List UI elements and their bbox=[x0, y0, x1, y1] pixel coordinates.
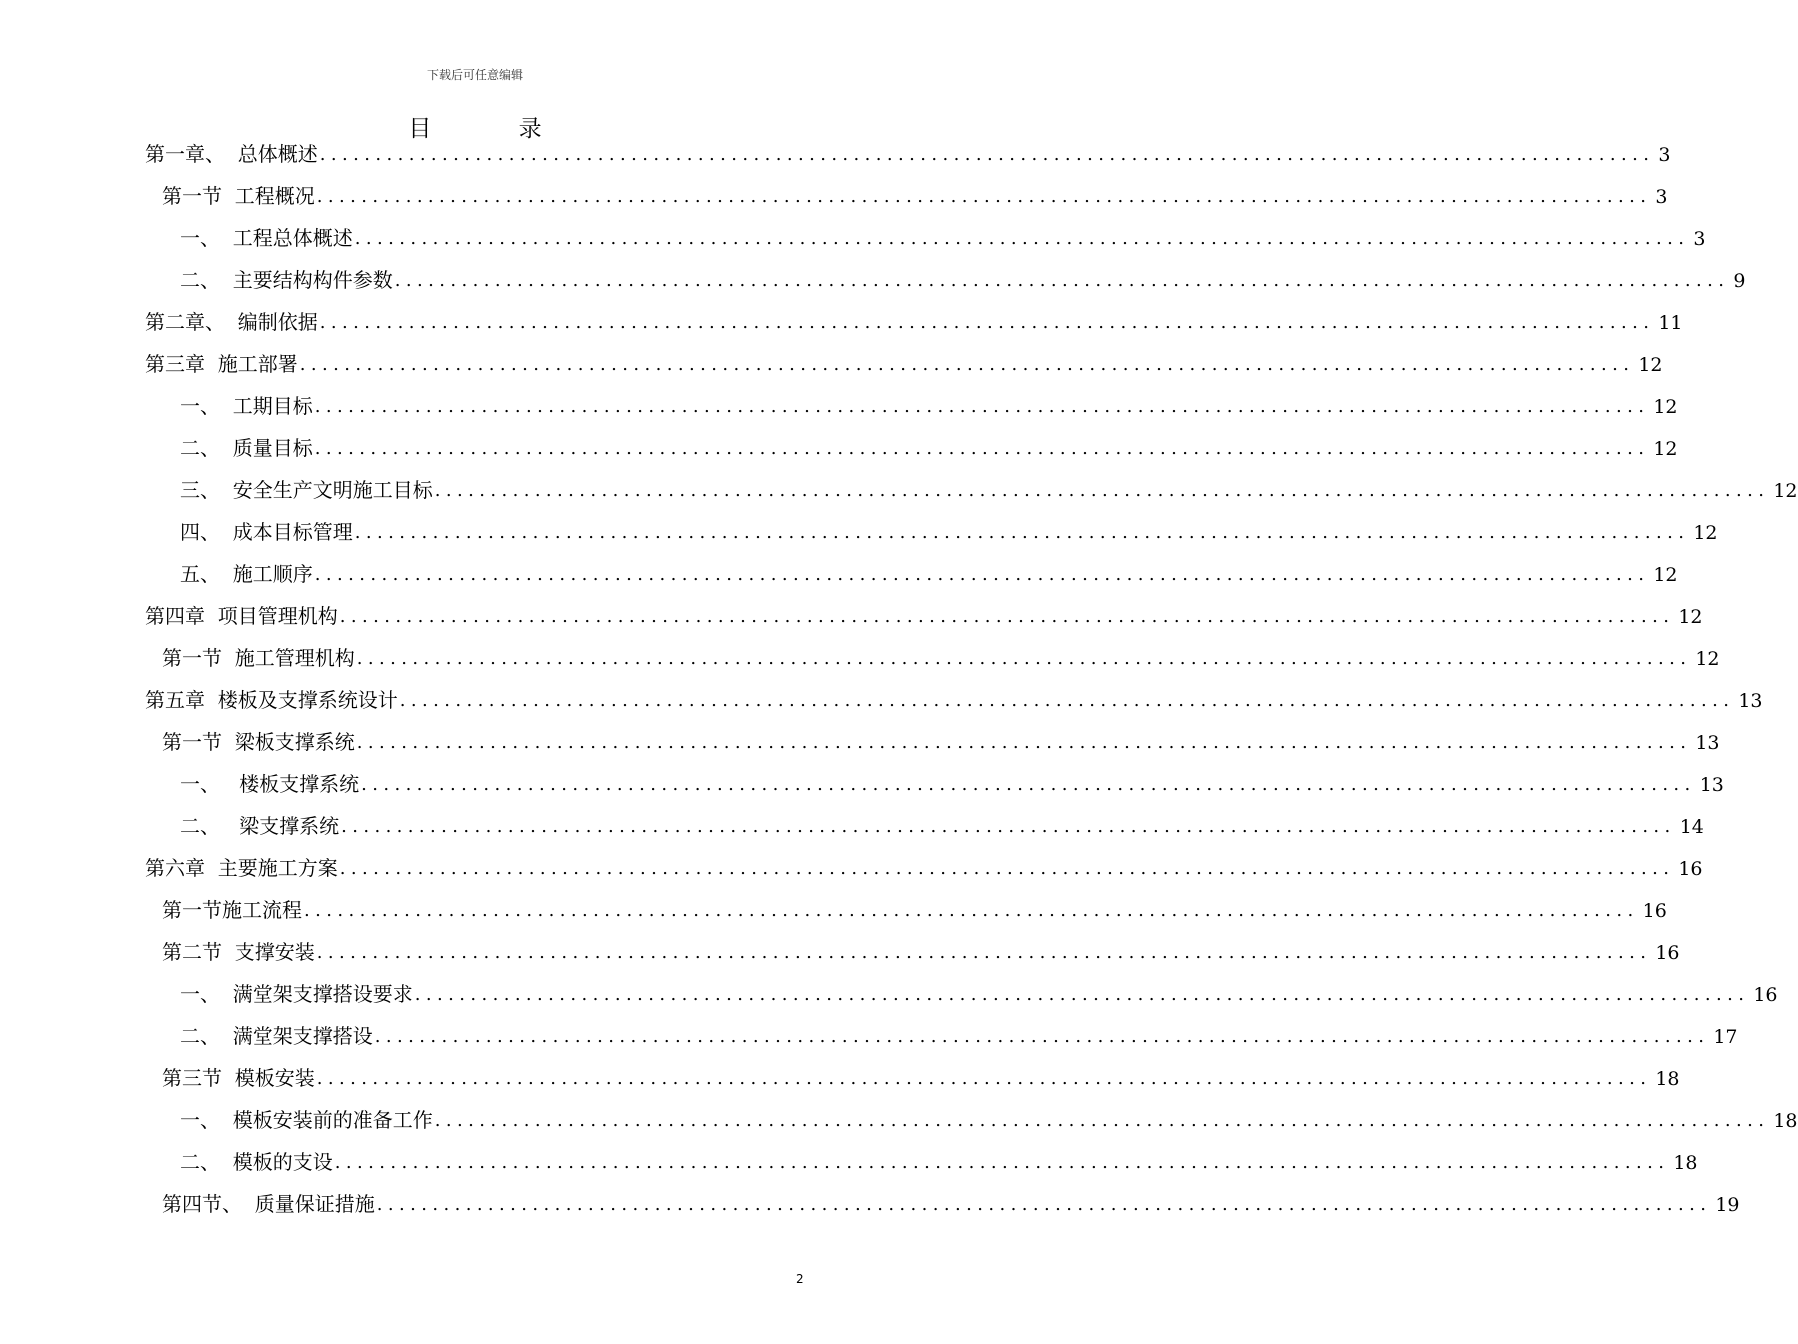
toc-entry-label: 二、 质量目标 bbox=[180, 436, 313, 460]
toc-entry-page: 16 bbox=[1655, 942, 1680, 964]
toc-dot-leader: ........................................................................................................................ bbox=[299, 354, 1635, 375]
toc-dot-leader: ........................................................................................................................ bbox=[356, 732, 1692, 753]
toc-entry-label: 第一节 梁板支撑系统 bbox=[162, 730, 355, 754]
toc-dot-leader: ........................................................................................................................ bbox=[394, 270, 1730, 291]
toc-entry[interactable] bbox=[180, 809, 1704, 839]
toc-entry-page: 17 bbox=[1713, 1026, 1738, 1048]
toc-dot-leader: ........................................................................................................................ bbox=[354, 522, 1690, 543]
toc-title: 目 录 bbox=[408, 116, 582, 142]
toc-entry-page: 3 bbox=[1658, 144, 1671, 166]
toc-entry-page: 13 bbox=[1738, 690, 1763, 712]
toc-dot-leader: ........................................................................................................................ bbox=[304, 900, 1639, 921]
toc-entry[interactable] bbox=[162, 1187, 1740, 1217]
toc-entry[interactable] bbox=[145, 347, 1663, 377]
toc-entry-page: 14 bbox=[1679, 816, 1704, 838]
toc-entry-page: 18 bbox=[1655, 1068, 1680, 1090]
toc-entry[interactable] bbox=[145, 599, 1703, 629]
toc-entry-label: 第三节 模板安装 bbox=[162, 1066, 315, 1090]
toc-entry[interactable] bbox=[180, 1103, 1798, 1133]
toc-entry-label: 三、 安全生产文明施工目标 bbox=[180, 478, 433, 502]
toc-entry-page: 12 bbox=[1653, 396, 1678, 418]
toc-dot-leader: ........................................................................................................................ bbox=[316, 186, 1652, 207]
toc-entry-label: 第一节施工流程 bbox=[162, 898, 302, 922]
toc-entry[interactable] bbox=[180, 221, 1706, 251]
page-number: 2 bbox=[796, 1272, 804, 1286]
toc-entry[interactable] bbox=[162, 935, 1680, 965]
toc-entry-page: 16 bbox=[1753, 984, 1778, 1006]
toc-entry[interactable] bbox=[180, 473, 1798, 503]
toc-entry-page: 3 bbox=[1693, 228, 1706, 250]
toc-dot-leader: ........................................................................................................................ bbox=[316, 942, 1652, 963]
toc-dot-leader: ........................................................................................................................ bbox=[339, 606, 1675, 627]
toc-entry-page: 18 bbox=[1673, 1152, 1698, 1174]
toc-dot-leader: ........................................................................................................................ bbox=[399, 690, 1735, 711]
toc-entry-label: 第二节 支撑安装 bbox=[162, 940, 315, 964]
toc-entry[interactable] bbox=[162, 179, 1668, 209]
toc-entry-label: 第四节、 质量保证措施 bbox=[162, 1192, 375, 1216]
toc-entry-label: 第二章、 编制依据 bbox=[145, 310, 318, 334]
toc-entry-page: 12 bbox=[1638, 354, 1663, 376]
toc-entry-label: 二、 模板的支设 bbox=[180, 1150, 333, 1174]
toc-dot-leader: ........................................................................................................................ bbox=[314, 438, 1650, 459]
toc-entry[interactable] bbox=[162, 1061, 1680, 1091]
toc-entry-label: 一、 工程总体概述 bbox=[180, 226, 353, 250]
toc-dot-leader: ........................................................................................................................ bbox=[356, 648, 1692, 669]
toc-entry-page: 16 bbox=[1678, 858, 1703, 880]
toc-entry-label: 第一章、 总体概述 bbox=[145, 142, 318, 166]
toc-entry-label: 二、 主要结构构件参数 bbox=[180, 268, 393, 292]
toc-entry-page: 12 bbox=[1695, 648, 1720, 670]
toc-entry-page: 12 bbox=[1653, 564, 1678, 586]
toc-entry[interactable] bbox=[145, 305, 1683, 335]
toc-entry-label: 一、 模板安装前的准备工作 bbox=[180, 1108, 433, 1132]
toc-entry-label: 四、 成本目标管理 bbox=[180, 520, 353, 544]
toc-entry[interactable] bbox=[180, 977, 1778, 1007]
toc-entry[interactable] bbox=[162, 893, 1667, 923]
toc-entry[interactable] bbox=[145, 137, 1671, 167]
toc-entry-page: 9 bbox=[1733, 270, 1746, 292]
toc-entry[interactable] bbox=[180, 1145, 1698, 1175]
toc-entry-page: 12 bbox=[1693, 522, 1718, 544]
toc-entry-label: 第一节 工程概况 bbox=[162, 184, 315, 208]
toc-entry-label: 第四章 项目管理机构 bbox=[145, 604, 338, 628]
toc-entry-page: 18 bbox=[1773, 1110, 1798, 1132]
toc-dot-leader: ........................................................................................................................ bbox=[334, 1152, 1670, 1173]
toc-entry[interactable] bbox=[180, 767, 1724, 797]
toc-entry[interactable] bbox=[145, 683, 1763, 713]
toc-entry-label: 一、 楼板支撑系统 bbox=[180, 772, 360, 796]
toc-entry[interactable] bbox=[180, 263, 1746, 293]
toc-entry-label: 五、 施工顺序 bbox=[180, 562, 313, 586]
toc-dot-leader: ........................................................................................................................ bbox=[374, 1026, 1710, 1047]
toc-dot-leader: ........................................................................................................................ bbox=[361, 774, 1696, 795]
toc-entry-page: 16 bbox=[1642, 900, 1667, 922]
toc-entry-page: 19 bbox=[1715, 1194, 1740, 1216]
toc-entry-label: 第三章 施工部署 bbox=[145, 352, 298, 376]
toc-entry-label: 二、 梁支撑系统 bbox=[180, 814, 340, 838]
toc-entry-page: 11 bbox=[1658, 312, 1683, 334]
toc-dot-leader: ........................................................................................................................ bbox=[341, 816, 1676, 837]
toc-entry-page: 13 bbox=[1699, 774, 1724, 796]
toc-dot-leader: ........................................................................................................................ bbox=[319, 144, 1655, 165]
toc-entry-page: 12 bbox=[1678, 606, 1703, 628]
toc-entry-label: 一、 工期目标 bbox=[180, 394, 313, 418]
toc-entry[interactable] bbox=[180, 389, 1678, 419]
toc-entry-label: 第一节 施工管理机构 bbox=[162, 646, 355, 670]
toc-dot-leader: ........................................................................................................................ bbox=[316, 1068, 1652, 1089]
toc-entry-label: 二、 满堂架支撑搭设 bbox=[180, 1024, 373, 1048]
toc-dot-leader: ........................................................................................................................ bbox=[376, 1194, 1712, 1215]
toc-dot-leader: ........................................................................................................................ bbox=[434, 480, 1770, 501]
toc-entry[interactable] bbox=[180, 1019, 1738, 1049]
toc-entry-page: 3 bbox=[1655, 186, 1668, 208]
toc-dot-leader: ........................................................................................................................ bbox=[314, 564, 1650, 585]
toc-entry-label: 第六章 主要施工方案 bbox=[145, 856, 338, 880]
toc-dot-leader: ........................................................................................................................ bbox=[414, 984, 1750, 1005]
toc-entry-page: 13 bbox=[1695, 732, 1720, 754]
toc-entry-label: 一、 满堂架支撑搭设要求 bbox=[180, 982, 413, 1006]
toc-dot-leader: ........................................................................................................................ bbox=[319, 312, 1655, 333]
toc-dot-leader: ........................................................................................................................ bbox=[354, 228, 1690, 249]
toc-entry[interactable] bbox=[162, 725, 1720, 755]
toc-entry-label: 第五章 楼板及支撑系统设计 bbox=[145, 688, 398, 712]
page-header: 下载后可任意编辑 bbox=[426, 68, 523, 82]
toc-entry[interactable] bbox=[180, 515, 1718, 545]
toc-entry[interactable] bbox=[180, 431, 1678, 461]
toc-entry[interactable] bbox=[162, 641, 1720, 671]
toc-dot-leader: ........................................................................................................................ bbox=[314, 396, 1650, 417]
toc-entry-page: 12 bbox=[1773, 480, 1798, 502]
toc-dot-leader: ........................................................................................................................ bbox=[339, 858, 1675, 879]
toc-entry[interactable] bbox=[145, 851, 1703, 881]
toc-entry[interactable] bbox=[180, 557, 1678, 587]
toc-dot-leader: ........................................................................................................................ bbox=[434, 1110, 1770, 1131]
toc-entry-page: 12 bbox=[1653, 438, 1678, 460]
